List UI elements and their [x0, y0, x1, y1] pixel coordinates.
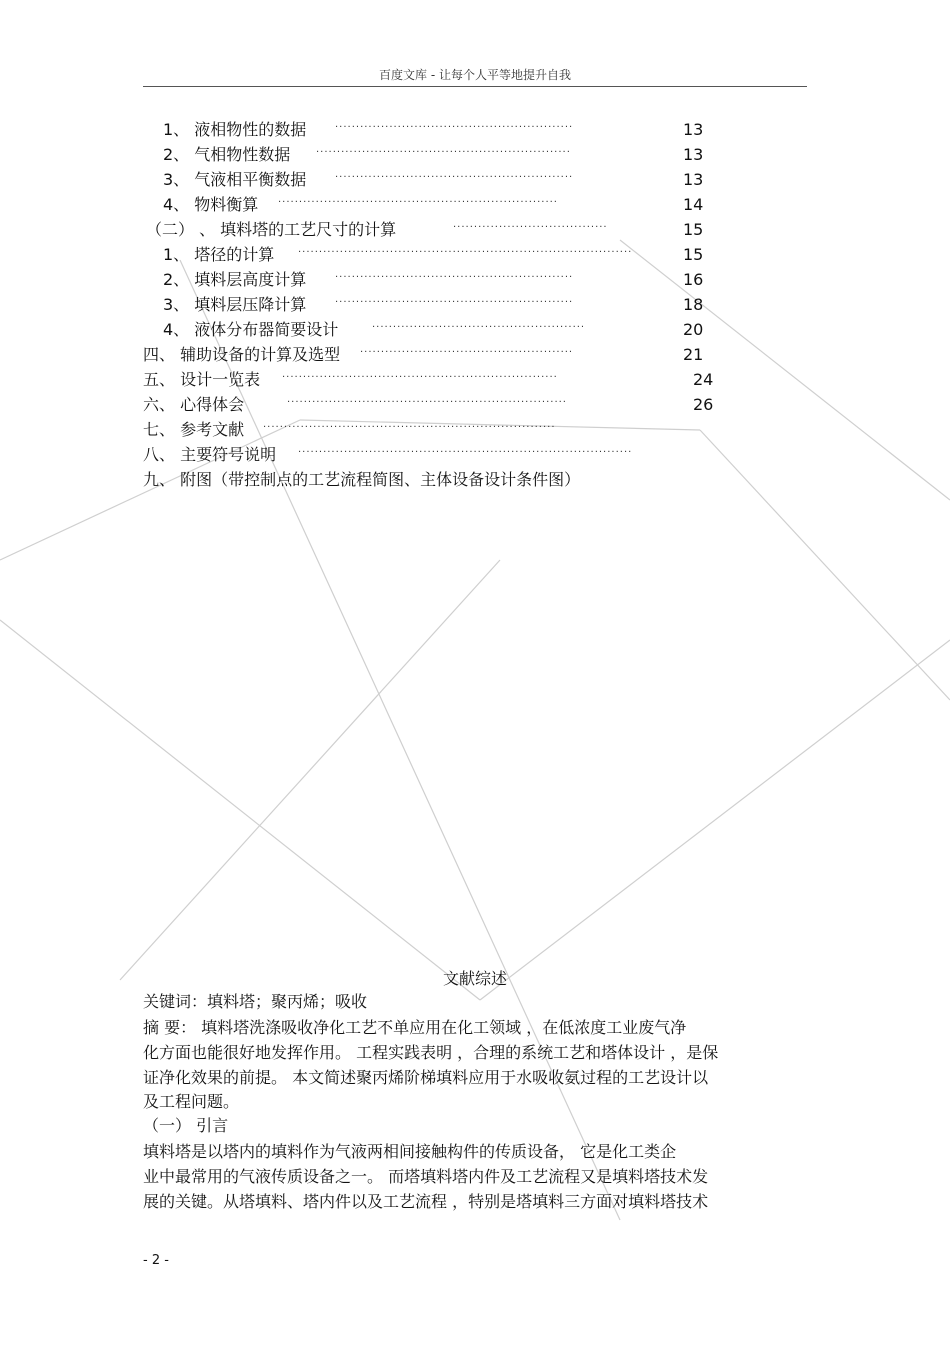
- toc-entry-page: 24: [693, 370, 714, 389]
- toc-leader-dots: ················································································: [298, 247, 633, 258]
- body-text-line: 及工程问题。: [143, 1092, 240, 1111]
- toc-entry-label: 八、 主要符号说明: [143, 445, 277, 464]
- toc-leader-dots: ···················································: [360, 347, 574, 358]
- body-text-line: 化方面也能很好地发挥作用。 工程实践表明 ，合理的系统工艺和塔体设计 ，是保: [143, 1043, 719, 1062]
- toc-entry-page: 13: [683, 120, 704, 139]
- toc-entry-label: 1、 塔径的计算: [163, 245, 275, 264]
- toc-entry-label: 四、 辅助设备的计算及选型: [143, 345, 341, 364]
- toc-entry-page: 15: [683, 220, 704, 239]
- toc-entry-page: 18: [683, 295, 704, 314]
- toc-leader-dots: ·························································: [335, 297, 574, 308]
- subsection-heading: （一） 引言: [143, 1116, 229, 1135]
- toc-leader-dots: ·····························································: [316, 147, 571, 158]
- body-text-line: 填料塔是以塔内的填料作为气液两相间接触构件的传质设备， 它是化工类企: [143, 1142, 677, 1161]
- body-text-line: 展的关键。从塔填料、塔内件以及工艺流程 ，特别是塔填料三方面对填料塔技术: [143, 1192, 709, 1211]
- toc-entry-label: 九、 附图（带控制点的工艺流程简图、主体设备设计条件图）: [143, 470, 581, 489]
- toc-entry-page: 15: [683, 245, 704, 264]
- toc-entry-page: 16: [683, 270, 704, 289]
- toc-entry-page: 21: [683, 345, 704, 364]
- toc-entry-label: 2、 填料层高度计算: [163, 270, 307, 289]
- toc-entry-page: 26: [693, 395, 714, 414]
- toc-entry-label: 五、 设计一览表: [143, 370, 261, 389]
- toc-entry-page: 14: [683, 195, 704, 214]
- toc-leader-dots: ·························································: [335, 172, 574, 183]
- toc-entry-label: 1、 液相物性的数据: [163, 120, 307, 139]
- page-header: 百度文库 - 让每个人平等地提升自我: [379, 68, 571, 82]
- toc-leader-dots: ·····································: [453, 222, 608, 233]
- toc-entry-label: 3、 气液相平衡数据: [163, 170, 307, 189]
- toc-leader-dots: ··································································: [282, 372, 558, 383]
- toc-entry-label: 4、 物料衡算: [163, 195, 259, 214]
- toc-leader-dots: ················································································: [298, 447, 633, 458]
- toc-entry-label: 3、 填料层压降计算: [163, 295, 307, 314]
- body-text-line: 业中最常用的气液传质设备之一。 而塔填料塔内件及工艺流程又是填料塔技术发: [143, 1167, 709, 1186]
- body-text-line: 证净化效果的前提。 本文简述聚丙烯阶梯填料应用于水吸收氨过程的工艺设计以: [143, 1068, 709, 1087]
- toc-entry-label: 七、 参考文献: [143, 420, 245, 439]
- toc-leader-dots: ······································································: [263, 422, 556, 433]
- body-text-line: 摘 要： 填料塔洗涤吸收净化工艺不单应用在化工领域 ，在低浓度工业废气净: [143, 1018, 687, 1037]
- page-number: - 2 -: [143, 1253, 169, 1268]
- toc-leader-dots: ···································································: [278, 197, 558, 208]
- toc-entry-page: 20: [683, 320, 704, 339]
- toc-entry-label: 2、 气相物性数据: [163, 145, 291, 164]
- toc-leader-dots: ·························································: [335, 272, 574, 283]
- toc-leader-dots: ·························································: [335, 122, 574, 133]
- toc-entry-label: 六、 心得体会: [143, 395, 245, 414]
- body-text-line: 关键词：填料塔；聚丙烯；吸收: [143, 992, 368, 1011]
- toc-entry-label: （二） 、 填料塔的工艺尺寸的计算: [146, 220, 397, 239]
- section-title: 文献综述: [442, 969, 507, 988]
- toc-leader-dots: ···················································: [372, 322, 586, 333]
- toc-leader-dots: ···································································: [287, 397, 567, 408]
- header-divider: [143, 86, 807, 87]
- toc-entry-label: 4、 液体分布器简要设计: [163, 320, 339, 339]
- toc-entry-page: 13: [683, 145, 704, 164]
- toc-entry-page: 13: [683, 170, 704, 189]
